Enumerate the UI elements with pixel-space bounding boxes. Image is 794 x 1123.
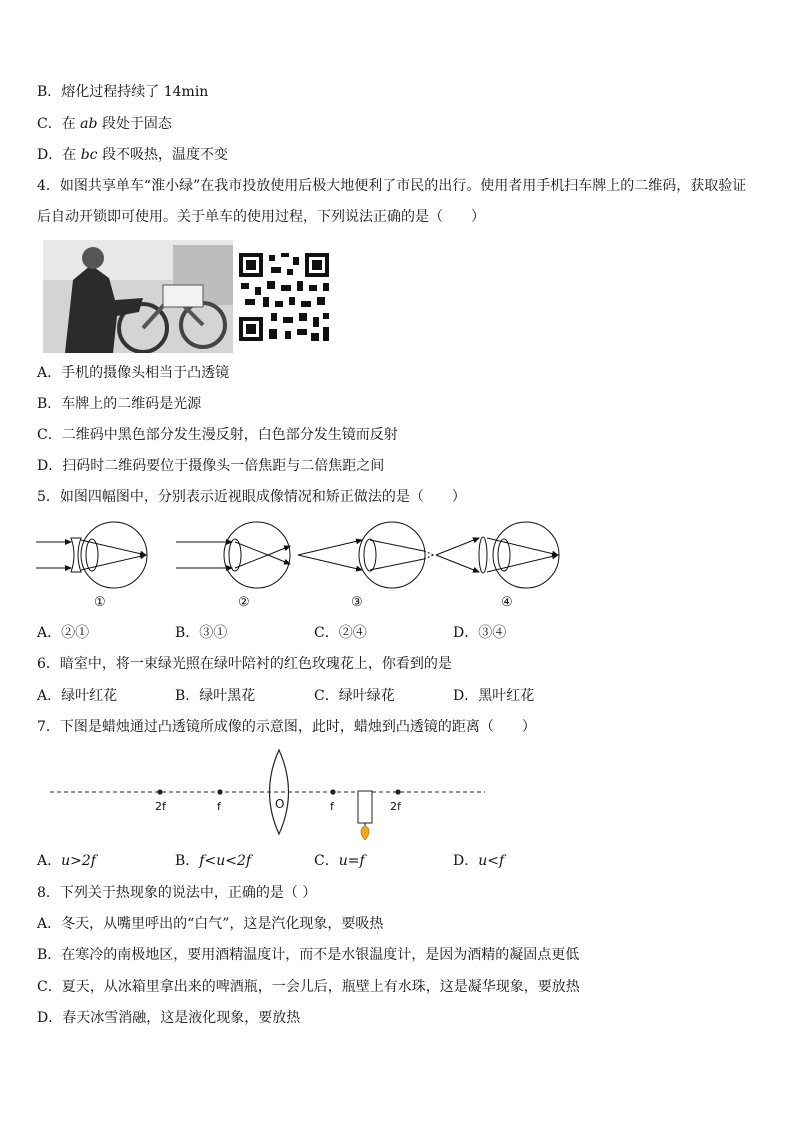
q4-stem-line2: 后自动开锁即可使用。关于单车的使用过程，下列说法正确的是（ ）: [37, 209, 485, 225]
q7-option-b: B．f<u<2f: [175, 853, 252, 869]
focal-point-right-f: [330, 789, 335, 794]
q6-option-d: D．黑叶红花: [453, 688, 535, 704]
q3-option-b: B．熔化过程持续了 14min: [37, 84, 209, 100]
eye-diagram-2-caption: ②: [238, 595, 250, 610]
bike-photo: [43, 240, 233, 353]
q5-option-b: B．③①: [175, 625, 228, 641]
q4-option-b: B．车牌上的二维码是光源: [37, 396, 202, 412]
label-optical-center: O: [275, 797, 285, 811]
q8-option-b: B．在寒冷的南极地区，要用酒精温度计，而不是水银温度计，是因为酒精的凝固点更低: [37, 947, 580, 963]
eye-diagrams: [36, 518, 566, 592]
eye-diagram-4: [436, 522, 559, 588]
q6-stem: 6．暗室中，将一束绿光照在绿叶陪衬的红色玫瑰花上，你看到的是: [37, 656, 452, 672]
q3-option-d: D．在 bc 段不吸热，温度不变: [37, 147, 228, 163]
q7-option-c: C．u=f: [314, 853, 365, 869]
q6-option-b: B．绿叶黑花: [175, 688, 256, 704]
q5-stem: 5．如图四幅图中，分别表示近视眼成像情况和矫正做法的是（ ）: [37, 489, 466, 505]
q5-option-a: A．②①: [37, 625, 90, 641]
q3-option-c: C．在 ab 段处于固态: [37, 116, 172, 132]
label-right-f: f: [330, 800, 334, 813]
q6-option-a: A．绿叶红花: [37, 688, 118, 704]
eye-diagram-1-caption: ①: [94, 595, 106, 610]
eye-diagram-3-caption: ③: [351, 595, 363, 610]
q5-option-c: C．②④: [314, 625, 367, 641]
eye-diagram-3: [298, 522, 434, 588]
label-left-2f: 2f: [155, 800, 166, 813]
eye-diagram-2: [176, 522, 290, 588]
qr-code-image: [237, 251, 331, 343]
focal-point-left-f: [217, 789, 222, 794]
convex-lens: [270, 750, 289, 834]
q4-option-c: C．二维码中黑色部分发生漫反射，白色部分发生镜而反射: [37, 427, 398, 443]
focal-point-left-2f: [157, 789, 162, 794]
candle: [358, 791, 372, 840]
q8-stem: 8．下列关于热现象的说法中，正确的是（ ）: [37, 885, 317, 901]
label-right-2f: 2f: [390, 800, 401, 813]
lens-diagram: [50, 748, 490, 840]
eye-diagram-4-caption: ④: [501, 595, 513, 610]
q8-option-d: D．春天冰雪消融，这是液化现象，要放热: [37, 1010, 301, 1026]
label-left-f: f: [217, 800, 221, 813]
q7-option-d: D．u<f: [453, 853, 505, 869]
q4-option-d: D．扫码时二维码要位于摄像头一倍焦距与二倍焦距之间: [37, 458, 385, 474]
q7-stem: 7．下图是蜡烛通过凸透镜所成像的示意图，此时，蜡烛到凸透镜的距离（ ）: [37, 719, 536, 735]
q8-option-a: A．冬天，从嘴里呼出的“白气”，这是汽化现象，要吸热: [37, 916, 384, 932]
q6-option-c: C．绿叶绿花: [314, 688, 395, 704]
eye-diagram-1: [36, 522, 147, 588]
q7-option-a: A．u>2f: [37, 853, 96, 869]
q4-option-a: A．手机的摄像头相当于凸透镜: [37, 365, 230, 381]
q5-option-d: D．③④: [453, 625, 507, 641]
q8-option-c: C．夏天，从冰箱里拿出来的啤酒瓶，一会儿后，瓶壁上有水珠，这是凝华现象，要放热: [37, 979, 580, 995]
focal-point-right-2f: [395, 789, 400, 794]
q4-stem-line1: 4．如图共享单车“淮小绿”在我市投放使用后极大地便利了市民的出行。使用者用手机扫车牌上的二维码，获取验证: [37, 178, 747, 194]
